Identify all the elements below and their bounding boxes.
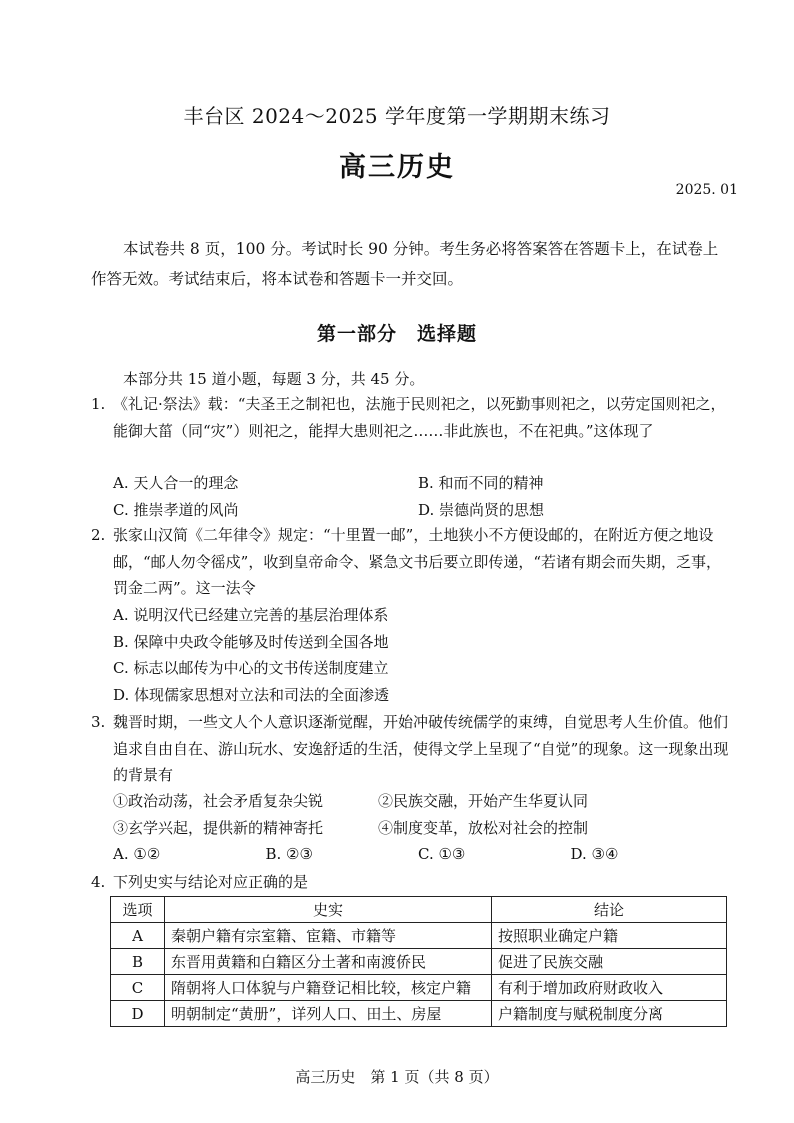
option-d: D. 体现儒家思想对立法和司法的全面渗透 bbox=[113, 685, 390, 704]
row-option: D bbox=[111, 1001, 165, 1027]
question-1 bbox=[91, 391, 731, 444]
question-stem: 张家山汉简《二年律令》规定：“十里置一邮”，土地狭小不方便设邮的，在附近方便之地设邮，“邮人勿令徭戍”，收到皇帝命令、紧急文书后要立即传递，“若诸有期会而失期，乏事，罚金二两”。这一法令 bbox=[113, 526, 722, 597]
question-number: 3. bbox=[91, 713, 106, 731]
question-1-options bbox=[113, 470, 723, 523]
question-number: 2. bbox=[91, 526, 106, 544]
question-stem: 魏晋时期，一些文人个人意识逐渐觉醒，开始冲破传统儒学的束缚，自觉思考人生价值。他们追求自由自在、游山玩水、安逸舒适的生活，使得文学上呈现了“自觉”的现象。这一现象出现的背景有 bbox=[113, 713, 729, 784]
option-d: D. 崇德尚贤的思想 bbox=[418, 500, 545, 519]
page-footer: 高三历史 第 1 页（共 8 页） bbox=[295, 1068, 499, 1086]
exam-instructions: 本试卷共 8 页，100 分。考试时长 90 分钟。考生务必将答案答在答题卡上，在试卷上作答无效。考试结束后，将本试卷和答题卡一并交回。 bbox=[91, 240, 719, 288]
row-conclusion: 促进了民族交融 bbox=[492, 949, 727, 975]
header-fact: 史实 bbox=[165, 897, 492, 923]
section-note: 本部分共 15 道小题，每题 3 分，共 45 分。 bbox=[123, 370, 425, 388]
option-a: A. 说明汉代已经建立完善的基层治理体系 bbox=[113, 606, 389, 624]
question-3-items bbox=[113, 788, 723, 868]
row-fact: 明朝制定“黄册”，详列人口、田土、房屋 bbox=[165, 1001, 492, 1027]
option-a: A. ①② bbox=[113, 845, 161, 863]
option-c: C. 推崇孝道的风尚 bbox=[113, 500, 239, 519]
option-b: B. 和而不同的精神 bbox=[418, 474, 544, 492]
header-conclusion: 结论 bbox=[492, 897, 727, 923]
exam-title: 丰台区 2024～2025 学年度第一学期期末练习 bbox=[183, 104, 611, 128]
table-row bbox=[111, 923, 727, 949]
table-row bbox=[111, 975, 727, 1001]
statement-2: ②民族交融，开始产生华夏认同 bbox=[378, 792, 589, 810]
row-fact: 隋朝将人口体貌与户籍登记相比较，核定户籍 bbox=[165, 975, 492, 1001]
option-a: A. 天人合一的理念 bbox=[113, 474, 239, 492]
question-number: 4. bbox=[91, 873, 106, 891]
question-2 bbox=[91, 522, 731, 602]
row-option: B bbox=[111, 949, 165, 975]
table-header-row bbox=[111, 897, 727, 923]
option-c: C. ①③ bbox=[418, 845, 466, 863]
row-option: C bbox=[111, 975, 165, 1001]
exam-date: 2025. 01 bbox=[675, 182, 738, 198]
row-conclusion: 户籍制度与赋税制度分离 bbox=[492, 1001, 727, 1027]
question-stem: 下列史实与结论对应正确的是 bbox=[113, 873, 309, 891]
option-d: D. ③④ bbox=[570, 845, 619, 863]
subject-title: 高三历史 bbox=[339, 152, 455, 183]
option-c: C. 标志以邮传为中心的文书传送制度建立 bbox=[113, 659, 389, 677]
question-number: 1. bbox=[91, 395, 106, 413]
option-b: B. 保障中央政令能够及时传送到全国各地 bbox=[113, 632, 389, 651]
row-conclusion: 按照职业确定户籍 bbox=[492, 923, 727, 949]
row-fact: 东晋用黄籍和白籍区分土著和南渡侨民 bbox=[165, 949, 492, 975]
section-title: 第一部分 选择题 bbox=[316, 323, 477, 345]
question-4-table bbox=[110, 896, 727, 1027]
table-row bbox=[111, 949, 727, 975]
question-3 bbox=[91, 709, 731, 789]
question-stem: 《礼记·祭法》载：“夫圣王之制祀也，法施于民则祀之，以死勤事则祀之，以劳定国则祀之，能御大菑（同“灾”）则祀之，能捍大患则祀之……非此族也，不在祀典。”这体现了 bbox=[113, 395, 726, 440]
question-4 bbox=[91, 869, 731, 896]
row-fact: 秦朝户籍有宗室籍、宦籍、市籍等 bbox=[165, 923, 492, 949]
row-option: A bbox=[111, 923, 165, 949]
header-option: 选项 bbox=[111, 897, 165, 923]
statement-1: ①政治动荡，社会矛盾复杂尖锐 bbox=[113, 792, 324, 810]
statement-3: ③玄学兴起，提供新的精神寄托 bbox=[113, 818, 324, 837]
row-conclusion: 有利于增加政府财政收入 bbox=[492, 975, 727, 1001]
table-row bbox=[111, 1001, 727, 1027]
statement-4: ④制度变革，放松对社会的控制 bbox=[378, 818, 589, 837]
question-2-options bbox=[113, 602, 723, 708]
option-b: B. ②③ bbox=[265, 845, 313, 863]
